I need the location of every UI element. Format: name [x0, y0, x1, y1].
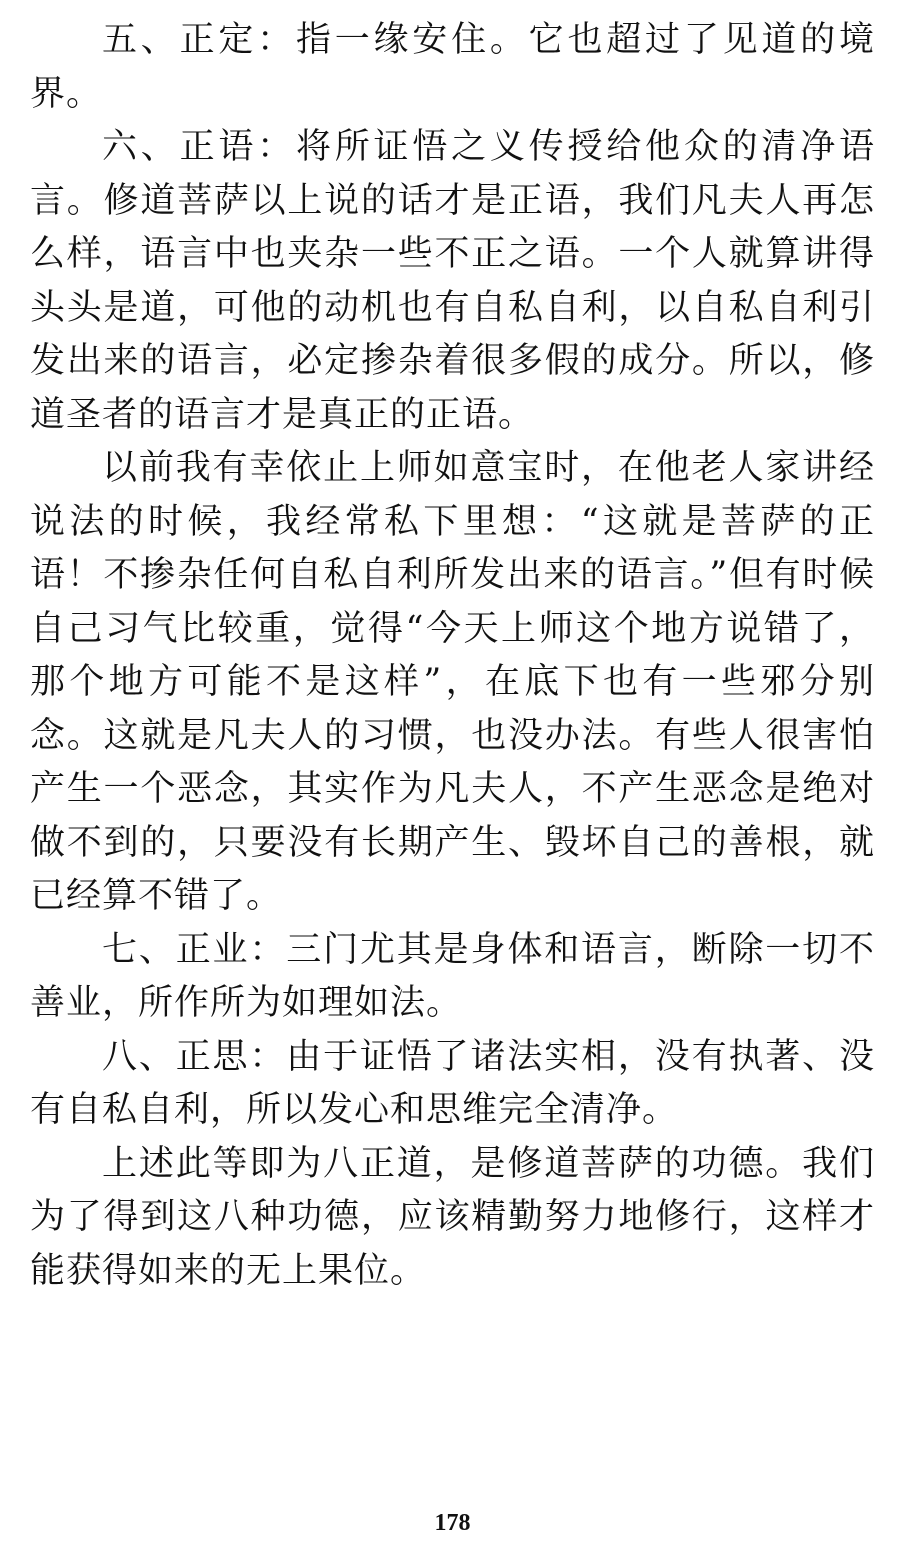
paragraph-right-concentration: 五、正定：指一缘安住。它也超过了见道的境界。: [30, 20, 875, 114]
paragraph-guru-anecdote: 以前我有幸依止上师如意宝时，在他老人家讲经说法的时候，我经常私下里想：“这就是菩萨的正语！不掺杂任何自私自利所发出来的语言。”但有时候自己习气比较重，觉得“今天上师这个地方说错了，那个地方可能不是这样”，在底下也有一些邪分别念。这就是凡夫人的习惯，也没办法。有些人很害怕产生一个恶念，其实作为凡夫人，不产生恶念是绝对做不到的，只要没有长期产生、毁坏自己的善根，就已经算不错了。: [30, 448, 875, 916]
paragraph-right-thought: 八、正思：由于证悟了诸法实相，没有执著、没有自私自利，所以发心和思维完全清净。: [30, 1036, 875, 1130]
paragraph-right-speech: 六、正语：将所证悟之义传授给他众的清净语言。修道菩萨以上说的话才是正语，我们凡夫人再怎么样，语言中也夹杂一些不正之语。一个人就算讲得头头是道，可他的动机也有自私自利，以自私自利引发出来的语言，必定掺杂着很多假的成分。所以，修道圣者的语言才是真正的正语。: [30, 127, 875, 435]
page-body: [30, 14, 875, 1298]
page-number: 178: [434, 1510, 471, 1536]
paragraph-right-action: 七、正业：三门尤其是身体和语言，断除一切不善业，所作所为如理如法。: [30, 929, 875, 1023]
paragraph-conclusion: 上述此等即为八正道，是修道菩萨的功德。我们为了得到这八种功德，应该精勤努力地修行，这样才能获得如来的无上果位。: [30, 1143, 875, 1291]
